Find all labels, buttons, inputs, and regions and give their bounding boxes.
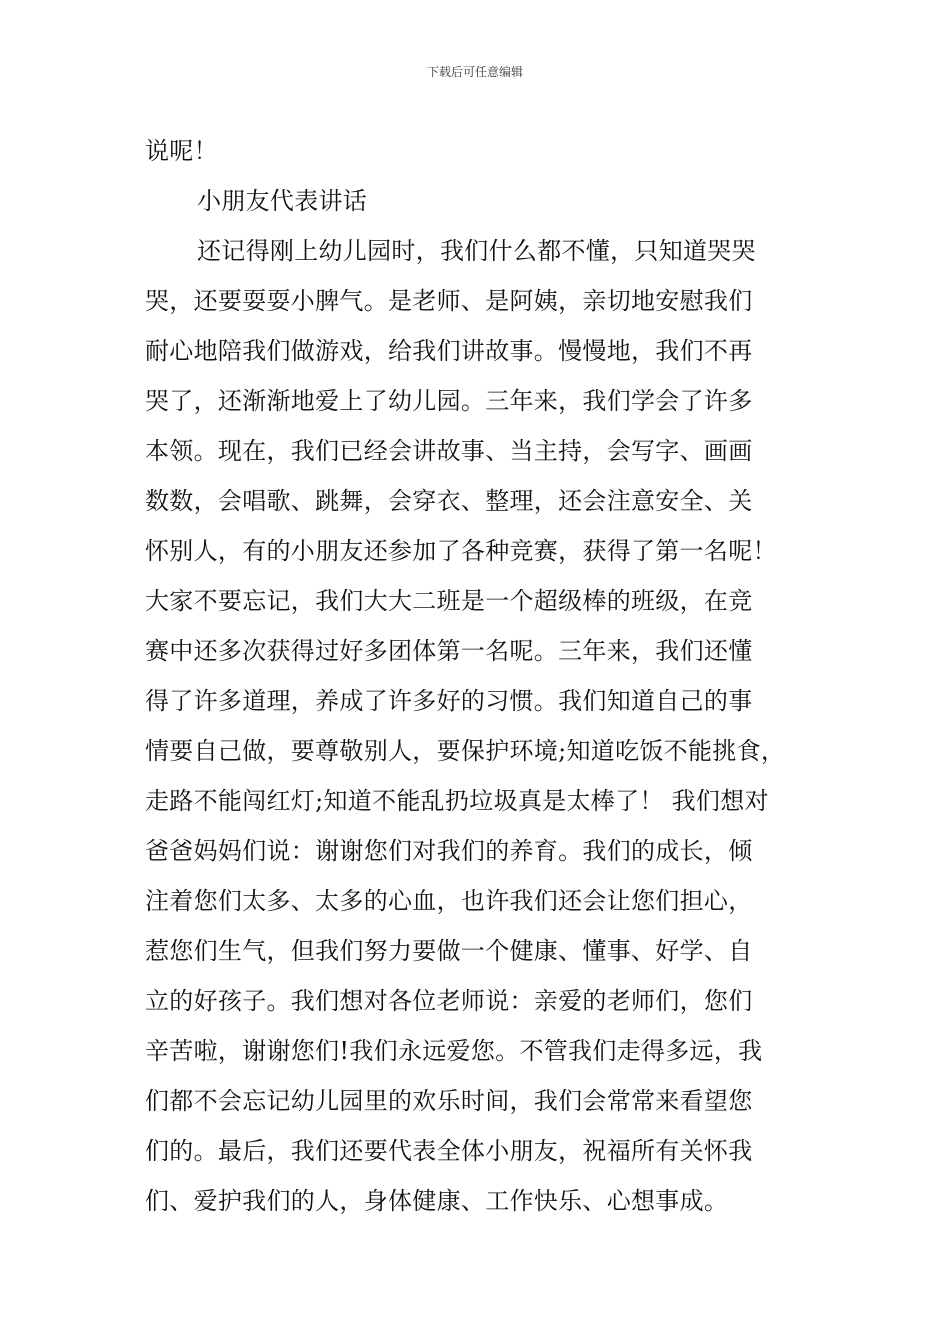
page-header: 下载后可任意编辑 bbox=[426, 65, 523, 79]
text-line: 走路不能闯红灯;知道不能乱扔垃圾真是太棒了！ 我们想对 bbox=[145, 787, 769, 815]
document-body bbox=[145, 126, 810, 1226]
section-title: 小朋友代表讲话 bbox=[197, 187, 368, 215]
text-line: 得了许多道理，养成了许多好的习惯。我们知道自己的事 bbox=[145, 687, 753, 715]
text-line: 赛中还多次获得过好多团体第一名呢。三年来，我们还懂 bbox=[145, 637, 753, 665]
text-line: 大家不要忘记，我们大大二班是一个超级棒的班级，在竞 bbox=[145, 587, 753, 615]
text-line: 们、爱护我们的人，身体健康、工作快乐、心想事成。 bbox=[145, 1187, 729, 1215]
text-line: 爸爸妈妈们说：谢谢您们对我们的养育。我们的成长，倾 bbox=[145, 837, 753, 865]
text-line: 们的。最后，我们还要代表全体小朋友，祝福所有关怀我 bbox=[145, 1137, 753, 1165]
text-line: 立的好孩子。我们想对各位老师说：亲爱的老师们，您们 bbox=[145, 987, 753, 1015]
text-line: 注着您们太多、太多的心血，也许我们还会让您们担心， bbox=[145, 887, 753, 915]
text-line: 哭，还要耍耍小脾气。是老师、是阿姨，亲切地安慰我们 bbox=[145, 287, 753, 315]
text-line: 还记得刚上幼儿园时，我们什么都不懂，只知道哭哭 bbox=[197, 237, 756, 265]
text-line: 本领。现在，我们已经会讲故事、当主持，会写字、画画 bbox=[145, 437, 753, 465]
text-line: 惹您们生气，但我们努力要做一个健康、懂事、好学、自 bbox=[145, 937, 753, 965]
text-line: 说呢！ bbox=[145, 137, 218, 165]
text-line: 们都不会忘记幼儿园里的欢乐时间，我们会常常来看望您 bbox=[145, 1087, 753, 1115]
text-line: 情要自己做，要尊敬别人，要保护环境;知道吃饭不能挑食， bbox=[145, 737, 786, 765]
text-line: 辛苦啦，谢谢您们!我们永远爱您。不管我们走得多远，我 bbox=[145, 1037, 763, 1065]
text-line: 怀别人，有的小朋友还参加了各种竞赛，获得了第一名呢！ bbox=[145, 537, 777, 565]
text-line: 哭了，还渐渐地爱上了幼儿园。三年来，我们学会了许多 bbox=[145, 387, 753, 415]
text-line: 数数，会唱歌、跳舞，会穿衣、整理，还会注意安全、关 bbox=[145, 487, 753, 515]
text-line: 耐心地陪我们做游戏，给我们讲故事。慢慢地，我们不再 bbox=[145, 337, 753, 365]
